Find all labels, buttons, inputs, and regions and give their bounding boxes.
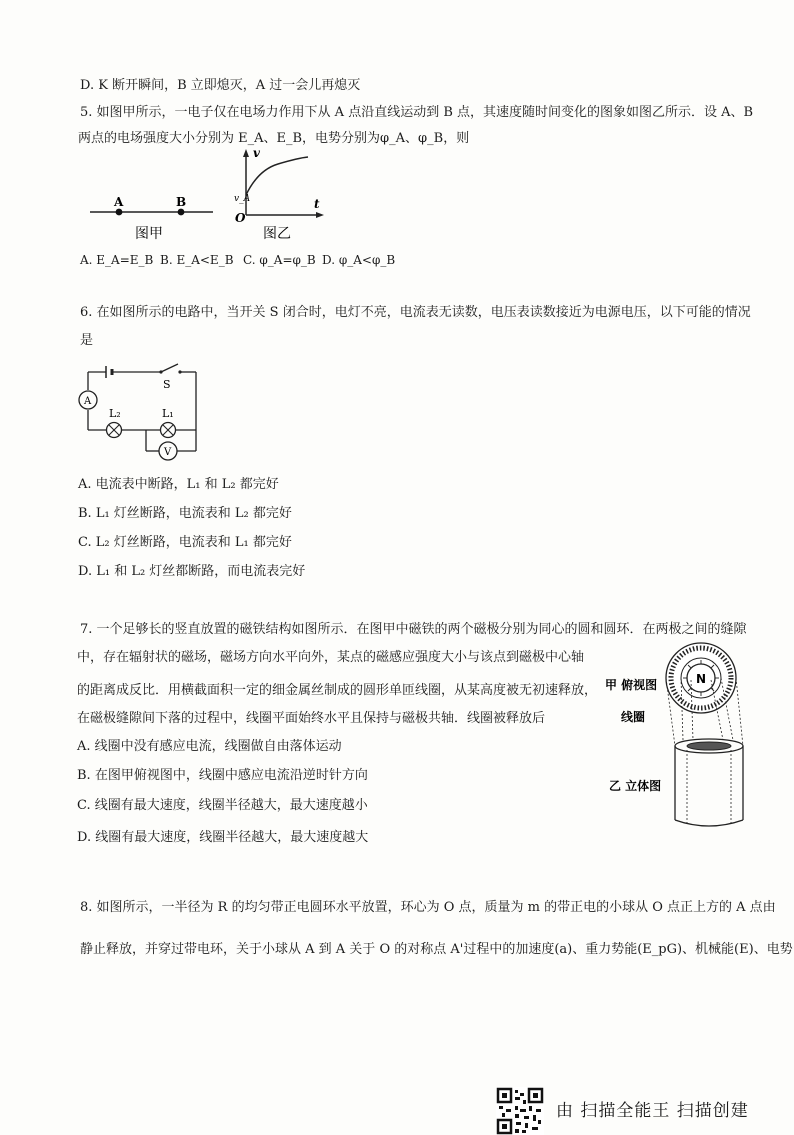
q7-option-d: D. 线圈有最大速度，线圈半径越大，最大速度越大	[77, 830, 369, 845]
q5-figure-b	[228, 145, 328, 245]
q6-stem-line1: 6. 在如图所示的电路中，当开关 S 闭合时，电灯不亮，电流表无读数，电压表读数接近为电源电压，以下可能的情况	[80, 305, 751, 320]
q6-option-c: C. L₂ 灯丝断路，电流表和 L₁ 都完好	[78, 535, 292, 550]
qr-code-icon	[496, 1087, 544, 1135]
q7-stem-line1: 7. 一个足够长的竖直放置的磁铁结构如图所示．在图甲中磁铁的两个磁极分别为同心的圆和圆环．在两极之间的缝隙	[80, 622, 747, 637]
switch-blade	[161, 364, 178, 372]
q6-option-b: B. L₁ 灯丝断路，电流表和 L₂ 都完好	[78, 506, 292, 521]
label-coil: 线圈	[621, 710, 646, 724]
q7-option-c: C. 线圈有最大速度，线圈半径越大，最大速度越小	[77, 798, 368, 813]
point-a-label: A	[114, 195, 124, 209]
q6-circuit	[76, 358, 206, 463]
q5-option-b: B. E_A<E_B	[160, 253, 234, 267]
fig-a-caption: 图甲	[135, 226, 163, 242]
axis-t-label: t	[314, 197, 320, 211]
q7-magnet-figure	[603, 640, 753, 832]
q4-option-d: D. K 断开瞬间，B 立即熄灭，A 过一会儿再熄灭	[80, 78, 361, 93]
q6-stem-line2: 是	[80, 333, 94, 348]
q7-stem-line3: 的距离成反比．用横截面积一定的细金属丝制成的圆形单匝线圈，从某高度被无初速释放，	[77, 683, 598, 698]
origin-label: O	[235, 211, 246, 225]
q5-option-d: D. φ_A<φ_B	[322, 253, 396, 267]
lamp-l1-label: L₁	[162, 407, 174, 420]
pole-n-label: N	[696, 672, 707, 686]
point-b-dot	[178, 209, 185, 216]
q6-option-a: A. 电流表中断路，L₁ 和 L₂ 都完好	[78, 477, 279, 492]
q7-stem-line4: 在磁极缝隙间下落的过程中，线圈平面始终水平且保持与磁极共轴．线圈被释放后	[77, 711, 546, 726]
fig-b-caption: 图乙	[263, 226, 291, 242]
point-b-label: B	[176, 195, 187, 209]
q5-option-c: C. φ_A=φ_B	[243, 253, 316, 267]
scanner-watermark-text: 由 扫描全能王 扫描创建	[556, 1101, 749, 1121]
switch-label: S	[163, 378, 171, 391]
velocity-curve	[246, 157, 308, 195]
coil-ring	[687, 742, 731, 750]
v0-label: v_A	[234, 194, 251, 204]
q8-stem-line2: 静止释放，并穿过带电环，关于小球从 A 到 A 关于 O 的对称点 A'过程中的加速度(a)、重力势能(E_pG)、机械能(E)、电势	[80, 942, 793, 957]
label-3d-view: 乙 立体图	[609, 779, 662, 793]
q7-stem-line2: 中，存在辐射状的磁场，磁场方向水平向外，某点的磁感应强度大小与该点到磁极中心轴	[77, 650, 585, 665]
q7-option-b: B. 在图甲俯视图中，线圈中感应电流沿逆时针方向	[77, 768, 368, 783]
q5-figure-a	[85, 150, 220, 245]
q6-option-d: D. L₁ 和 L₂ 灯丝都断路，而电流表完好	[78, 564, 306, 579]
q7-option-a: A. 线圈中没有感应电流，线圈做自由落体运动	[77, 739, 342, 754]
lamp-l2-label: L₂	[109, 407, 121, 420]
ammeter-label: A	[84, 396, 92, 407]
axis-v-label: v	[253, 146, 260, 160]
q5-option-a: A. E_A=E_B	[80, 253, 154, 267]
voltmeter-label: V	[164, 447, 172, 458]
point-a-dot	[116, 209, 123, 216]
q5-stem-line1: 5. 如图甲所示，一电子仅在电场力作用下从 A 点沿直线运动到 B 点，其速度随时间变化的图象如图乙所示．设 A、B	[80, 105, 754, 120]
q8-stem-line1: 8. 如图所示，一半径为 R 的均匀带正电圆环水平放置，环心为 O 点，质量为 m 的带正电的小球从 O 点正上方的 A 点由	[80, 900, 776, 915]
q5-stem-line2: 两点的电场强度大小分别为 E_A、E_B，电势分别为φ_A、φ_B，则	[78, 131, 470, 146]
label-top-view: 甲 俯视图	[605, 678, 658, 692]
